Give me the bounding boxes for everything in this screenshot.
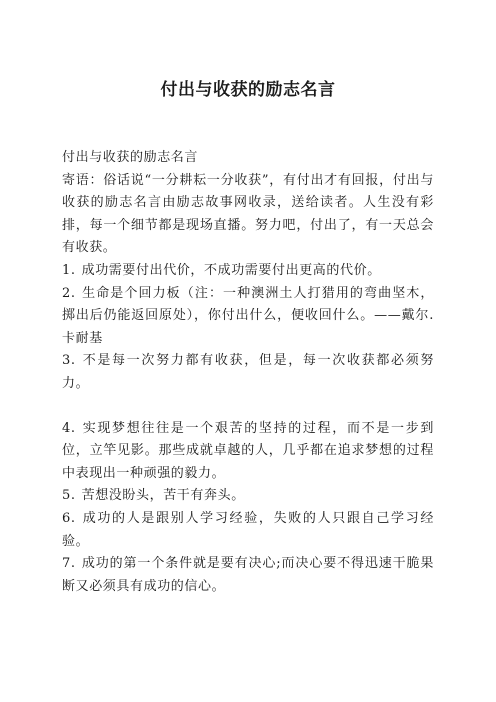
quote-number: 2. — [62, 285, 76, 301]
quote-number: 1. — [62, 262, 76, 278]
quote-number: 5. — [62, 488, 76, 504]
intro-paragraph: 寄语：俗话说“一分耕耘一分收获”，有付出才有回报，付出与收获的励志名言由励志故事网收录，送给读者。人生没有彩排，每一个细节都是现场直播。努力吧，付出了，有一天总会有收获。 — [62, 172, 434, 256]
quote-text: 成功的人是跟别人学习经验，失败的人只跟自己学习经验。 — [62, 510, 434, 549]
quote-text: 不是每一次努力都有收获，但是，每一次收获都必须努力。 — [62, 353, 434, 391]
subtitle-paragraph: 付出与收获的励志名言 — [62, 150, 199, 165]
quote-item — [62, 508, 434, 553]
quote-text: 成功的第一个条件就是要有决心;而决心要不得迅速干脆果断又必须具有成功的信心。 — [62, 556, 434, 594]
document-title: 付出与收获的励志名言 — [160, 80, 336, 100]
quote-text: 成功需要付出代价，不成功需要付出更高的代价。 — [81, 262, 381, 278]
quote-item — [62, 260, 434, 283]
quote-item — [62, 485, 434, 508]
quote-number: 7. — [62, 556, 76, 572]
quote-item — [62, 553, 434, 598]
quote-text: 生命是个回力板（注：一种澳洲土人打猎用的弯曲坚木，掷出后仍能返回原处），你付出什么，便收回什么。——戴尔.卡耐基 — [62, 285, 434, 346]
quote-item — [62, 418, 434, 486]
quote-item — [62, 283, 434, 351]
quote-number: 4. — [62, 420, 76, 436]
quote-text: 苦想没盼头，苦干有奔头。 — [81, 488, 245, 504]
quote-item — [62, 350, 434, 395]
quote-number: 6. — [62, 510, 76, 526]
quote-text: 实现梦想往往是一个艰苦的坚持的过程，而不是一步到位，立竿见影。那些成就卓越的人，几乎都在追求梦想的过程中表现出一种顽强的毅力。 — [62, 420, 434, 481]
document-body — [62, 147, 434, 598]
quote-number: 3. — [62, 353, 76, 369]
